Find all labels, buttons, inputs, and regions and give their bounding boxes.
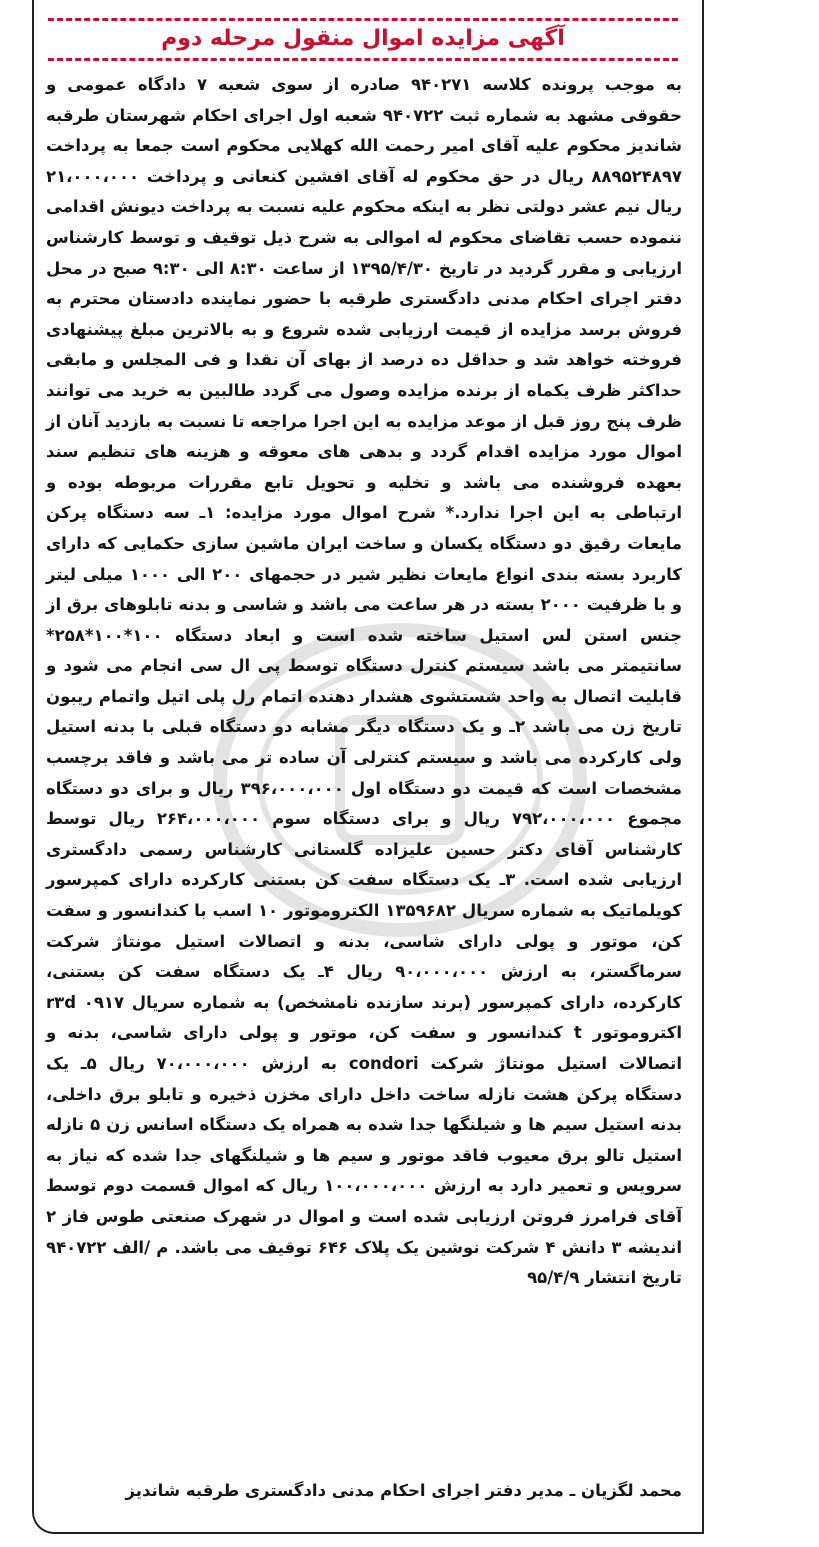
title-bottom-divider <box>48 58 678 61</box>
notice-body <box>46 70 682 1294</box>
title-top-divider <box>48 18 678 21</box>
notice-body-paragraph: به موجب پرونده کلاسه ۹۴۰۲۷۱ صادره از سوی شعبه ۷ دادگاه عمومی و حقوقی مشهد به شماره ثبت ۹۴۰۷۲۲ شعبه اول اجرای احکام شهرستان طرقبه شاندیز محکوم علیه آقای امیر رحمت الله کهلایی محکوم است جمعا به پرداخت ۸۸۹۵۲۴۸۹۷ ریال در حق محکوم له آقای افشین کنعانی و پرداخت ۲۱،۰۰۰،۰۰۰ ریال نیم عشر دولتی نظر به اینکه محکوم علیه نسبت به پرداخت دیونش اقدامی ننموده حسب تقاضای محکوم له اموالی به شرح ذیل توقیف و توسط کارشناس ارزیابی و مقرر گردید در تاریخ ۱۳۹۵/۴/۳۰ از ساعت ۸:۳۰ الی ۹:۳۰ صبح در محل دفتر اجرای احکام مدنی دادگستری طرقبه با حضور نماینده دادستان محترم به فروش برسد مزایده از قیمت ارزیابی شده شروع و به بالاترین مبلغ پیشنهادی فروخته خواهد شد و حداقل ده درصد از بهای آن نقدا و فی المجلس و مابقی حداکثر ظرف یکماه از برنده مزایده وصول می گردد طالبین به خرید می توانند ظرف پنج روز قبل از موعد مزایده به این اجرا مراجعه تا نسبت به بازدید آنان از اموال مورد مزایده اقدام گردد و بدهی های معوقه و هزینه های تنظیم سند بعهده فروشنده می باشد و تخلیه و تحویل تابع مقررات مربوطه بوده و ارتباطی به این اجرا ندارد.* شرح اموال مورد مزایده: ۱ـ سه دستگاه پرکن مایعات رقیق دو دستگاه یکسان و ساخت ایران ماشین سازی حکمایی که دارای کاربرد بسته بندی انواع مایعات نظیر شیر در حجمهای ۲۰۰ الی ۱۰۰۰ میلی لیتر و با ظرفیت ۲۰۰۰ بسته در هر ساعت می باشد و شاسی و بدنه تابلوهای برق از جنس استن لس استیل ساخته شده است و ابعاد دستگاه ۱۰۰*۱۰۰*۲۵۸* سانتیمتر می باشد سیستم کنترل دستگاه توسط پی ال سی انجام می شود و قابلیت اتصال به واحد شستشوی هشدار دهنده اتمام رل پلی اتیل واتمام ریبون تاریخ زن می باشد ۲ـ و یک دستگاه دیگر مشابه دو دستگاه قبلی با بدنه استیل ولی کارکرده می باشد و سیستم کنترلی آن ساده تر می باشد و فاقد برچسب مشخصات است که قیمت دو دستگاه اول ۳۹۶،۰۰۰،۰۰۰ ریال و برای دو دستگاه مجموع ۷۹۲،۰۰۰،۰۰۰ ریال و برای دستگاه سوم ۲۶۴،۰۰۰،۰۰۰ ریال توسط کارشناس آقای دکتر حسین علیزاده گلستانی کارشناس رسمی دادگستری ارزیابی شده است. ۳ـ یک دستگاه سفت کن بستنی کارکرده دارای کمپرسور کویلماتیک به شماره سریال ۱۳۵۹۶۸۲ الکتروموتور ۱۰ اسب با کندانسور و سفت کن، موتور و پولی دارای شاسی، بدنه و اتصالات استیل مونتاژ شرکت سرماگستر، به ارزش ۹۰،۰۰۰،۰۰۰ ریال ۴ـ یک دستگاه سفت کن بستنی، کارکرده، دارای کمپرسور (برند سازنده نامشخص) به شماره سریال ۰۹۱۷ r۳d اکتروموتور t کندانسور و سفت کن، موتور و پولی دارای شاسی، بدنه و اتصالات استیل مونتاژ شرکت condori به ارزش ۷۰،۰۰۰،۰۰۰ ریال ۵ـ یک دستگاه پرکن هشت نازله ساخت داخل دارای مخزن ذخیره و تابلو برق داخلی، بدنه استیل سیم ها و شیلنگها جدا شده به همراه یک دستگاه اسانس زن ۵ نازله استیل تالو برق معیوب فاقد موتور و سیم ها و شیلنگهای جدا شده که نیاز به سرویس و تعمیر دارد به ارزش ۱۰۰،۰۰۰،۰۰۰ ریال که اموال قسمت دوم توسط آقای فرامرز فروتن ارزیابی شده است و اموال در شهرک صنعتی طوس فاز ۲ اندیشه ۳ دانش ۴ شرکت نوشین یک پلاک ۶۴۶ توقیف می باشد. م /الف ۹۴۰۷۲۲ تاریخ انتشار ۹۵/۴/۹ <box>46 75 683 1288</box>
notice-title: آگهی مزایده اموال منقول مرحله دوم <box>161 26 565 51</box>
notice-signature: محمد لگزیان ـ مدیر دفتر اجرای احکام مدنی دادگستری طرقبه شاندیز <box>125 1481 682 1500</box>
